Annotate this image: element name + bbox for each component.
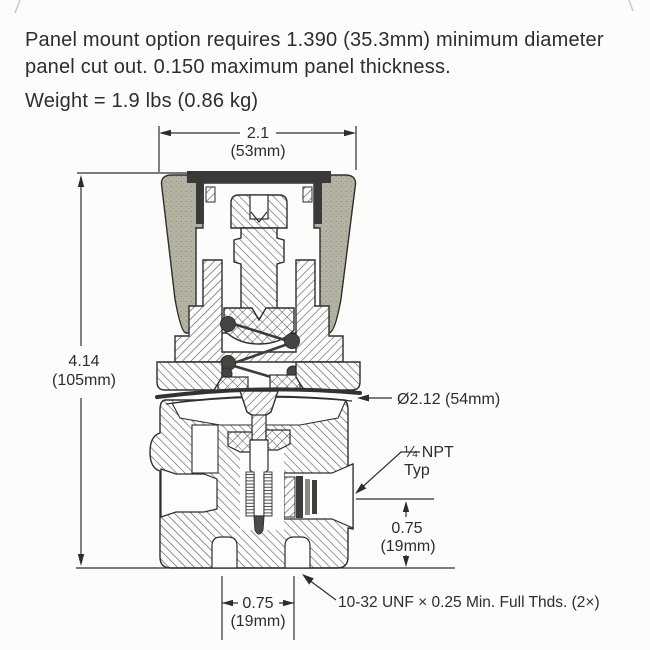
thread-note: 10-32 UNF × 0.25 Min. Full Thds. (2×) <box>338 594 600 611</box>
mounting-hole-left <box>212 537 237 568</box>
mounting-hole-right <box>285 537 310 568</box>
hole-spacing-in: 0.75 <box>242 595 274 612</box>
callout-thread <box>302 574 600 611</box>
dim-width-mm: (53mm) <box>230 143 286 160</box>
cap-left-tab <box>196 183 204 224</box>
cap-right-tab <box>314 183 322 224</box>
dim-height-mm: (105mm) <box>51 372 117 389</box>
dim-knob-width <box>159 125 356 172</box>
port-fitting-hatch <box>284 477 295 517</box>
dim-port-height <box>356 499 436 567</box>
scan-artifact <box>15 0 20 13</box>
poppet-tip <box>254 516 264 534</box>
callout-diameter <box>357 391 500 408</box>
port-height-in: 0.75 <box>391 520 423 537</box>
vertical-passage <box>192 425 218 473</box>
diameter-label: Ø2.12 (54mm) <box>397 391 501 408</box>
dim-height-in: 4.14 <box>68 353 100 370</box>
port-fitting-bar1 <box>296 476 303 518</box>
screw-socket <box>250 195 268 219</box>
flange-left <box>157 362 222 390</box>
piston-stem <box>252 415 266 440</box>
port-label-line1: ¼ NPT <box>404 444 454 461</box>
scan-artifact <box>629 0 633 11</box>
valve-body-assembly <box>150 391 353 568</box>
port-fitting-bar3 <box>312 480 317 514</box>
poppet-spring-right <box>264 472 272 516</box>
cap-seal-right <box>303 187 312 202</box>
cap-seal-left <box>206 187 215 202</box>
port-fitting-bar2 <box>305 479 310 515</box>
knob-cap <box>187 171 331 183</box>
hole-spacing-mm: (19mm) <box>230 613 286 630</box>
adjusting-stem <box>234 228 284 320</box>
flange-right <box>296 362 360 390</box>
port-height-mm: (19mm) <box>380 538 436 555</box>
poppet-spring-left <box>246 472 254 516</box>
weight-note: Weight = 1.9 lbs (0.86 kg) <box>25 90 259 112</box>
panel-note-line2: panel cut out. 0.150 maximum panel thickness. <box>25 56 451 78</box>
left-port-bore <box>161 469 217 517</box>
port-label-line2: Typ <box>404 462 430 479</box>
panel-note-line1: Panel mount option requires 1.390 (35.3mm) minimum diameter <box>25 29 604 51</box>
dim-width-in: 2.1 <box>246 125 270 142</box>
dim-hole-spacing <box>222 576 294 640</box>
callout-port <box>355 444 454 494</box>
